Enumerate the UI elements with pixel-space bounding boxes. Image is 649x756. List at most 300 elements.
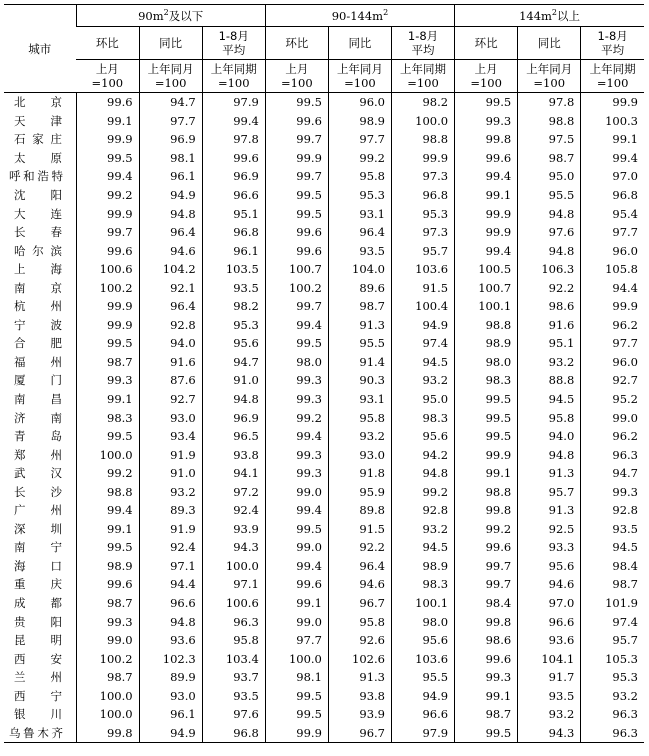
value-cell: 99.4: [202, 112, 265, 131]
value-cell: 99.5: [76, 334, 139, 353]
value-cell: 96.2: [581, 316, 644, 335]
city-cell: [4, 334, 76, 353]
value-cell: 92.5: [518, 520, 581, 539]
value-cell: 99.1: [76, 112, 139, 131]
value-cell: 98.7: [76, 594, 139, 613]
value-cell: 99.4: [265, 557, 328, 576]
table-body: [4, 93, 644, 743]
value-cell: 99.5: [76, 427, 139, 446]
city-cell: [4, 260, 76, 279]
value-cell: 93.6: [518, 631, 581, 650]
value-cell: 98.9: [391, 557, 454, 576]
value-cell: 99.4: [581, 149, 644, 168]
city-cell: [4, 186, 76, 205]
value-cell: 98.3: [391, 575, 454, 594]
city-name: 厦 门: [14, 373, 62, 388]
city-name: 南 宁: [14, 540, 62, 555]
base-header-line1: 上年同期: [210, 62, 257, 76]
city-cell: [4, 93, 76, 112]
metric-header: [455, 27, 518, 60]
value-cell: 96.7: [328, 594, 391, 613]
base-header-line1: 上年同期: [589, 62, 636, 76]
table-row: [4, 445, 644, 464]
value-cell: 94.8: [202, 390, 265, 409]
value-cell: 99.4: [455, 167, 518, 186]
table-row: [4, 149, 644, 168]
value-cell: 98.0: [391, 612, 454, 631]
value-cell: 95.8: [328, 408, 391, 427]
group-header-large: $144m^2$以上: [455, 5, 644, 27]
value-cell: 98.4: [581, 557, 644, 576]
value-cell: 98.8: [76, 482, 139, 501]
value-cell: 94.5: [518, 390, 581, 409]
value-cell: 96.3: [581, 724, 644, 743]
value-cell: 91.3: [518, 501, 581, 520]
value-cell: 94.3: [518, 724, 581, 743]
value-cell: 103.5: [202, 260, 265, 279]
table-row: [4, 557, 644, 576]
value-cell: 105.3: [581, 649, 644, 668]
value-cell: 98.2: [391, 93, 454, 112]
city-cell: [4, 724, 76, 743]
value-cell: 92.6: [328, 631, 391, 650]
value-cell: 96.6: [391, 705, 454, 724]
value-cell: 96.0: [581, 241, 644, 260]
table-row: [4, 520, 644, 539]
city-name: 长 沙: [14, 484, 62, 499]
value-cell: 93.7: [202, 668, 265, 687]
value-cell: 97.1: [139, 557, 202, 576]
value-cell: 94.8: [139, 612, 202, 631]
table-row: [4, 408, 644, 427]
value-cell: 95.6: [518, 557, 581, 576]
value-cell: 97.9: [391, 724, 454, 743]
city-name: 西 宁: [14, 688, 62, 703]
value-cell: 96.8: [391, 186, 454, 205]
value-cell: 99.5: [455, 427, 518, 446]
value-cell: 95.9: [328, 482, 391, 501]
value-cell: 99.9: [455, 223, 518, 242]
value-cell: 94.9: [391, 316, 454, 335]
value-cell: 97.3: [391, 167, 454, 186]
base-header-line1: 上年同月: [336, 62, 383, 76]
city-name: 武 汉: [14, 466, 62, 481]
table-row: [4, 130, 644, 149]
metric-header-line1: 1-8月: [407, 29, 439, 43]
city-cell: [4, 501, 76, 520]
value-cell: 100.2: [76, 649, 139, 668]
table-row: [4, 167, 644, 186]
city-name: 石 家 庄: [14, 132, 62, 147]
metric-header-line1: 环比: [95, 36, 119, 50]
value-cell: 94.0: [518, 427, 581, 446]
value-cell: 98.7: [76, 668, 139, 687]
table-row: [4, 501, 644, 520]
value-cell: 94.0: [139, 334, 202, 353]
value-cell: 94.7: [139, 93, 202, 112]
value-cell: 95.8: [328, 612, 391, 631]
value-cell: 95.8: [518, 408, 581, 427]
value-cell: 99.2: [455, 520, 518, 539]
value-cell: 92.2: [518, 278, 581, 297]
city-name: 西 安: [14, 651, 62, 666]
value-cell: 87.6: [139, 371, 202, 390]
value-cell: 91.6: [139, 353, 202, 372]
table-row: [4, 334, 644, 353]
table-header: [4, 5, 644, 93]
value-cell: 96.7: [328, 724, 391, 743]
value-cell: 93.1: [328, 390, 391, 409]
value-cell: 96.1: [202, 241, 265, 260]
value-cell: 100.4: [391, 297, 454, 316]
base-header-line2: =100: [533, 76, 566, 90]
base-header-line2: =100: [344, 76, 376, 90]
value-cell: 98.9: [76, 557, 139, 576]
city-name: 深 圳: [14, 521, 62, 536]
value-cell: 104.0: [328, 260, 391, 279]
value-cell: 91.3: [518, 464, 581, 483]
city-cell: [4, 482, 76, 501]
value-cell: 99.3: [76, 612, 139, 631]
value-cell: 95.4: [581, 204, 644, 223]
city-cell: [4, 353, 76, 372]
base-header: [202, 60, 265, 93]
value-cell: 99.8: [76, 724, 139, 743]
value-cell: 99.3: [265, 445, 328, 464]
value-cell: 99.9: [76, 130, 139, 149]
city-cell: [4, 297, 76, 316]
value-cell: 98.0: [265, 353, 328, 372]
value-cell: 96.6: [139, 594, 202, 613]
value-cell: 99.5: [455, 408, 518, 427]
table-row: [4, 112, 644, 131]
value-cell: 98.7: [455, 705, 518, 724]
metric-header-line1: 1-8月: [597, 29, 628, 43]
value-cell: 102.6: [328, 649, 391, 668]
value-cell: 95.5: [328, 334, 391, 353]
value-cell: 94.6: [518, 575, 581, 594]
value-cell: 99.6: [202, 149, 265, 168]
value-cell: 94.8: [518, 204, 581, 223]
value-cell: 89.8: [328, 501, 391, 520]
value-cell: 93.2: [391, 520, 454, 539]
value-cell: 99.9: [265, 724, 328, 743]
value-cell: 99.9: [455, 204, 518, 223]
city-column-header: 城市: [4, 5, 76, 93]
value-cell: 96.2: [581, 427, 644, 446]
value-cell: 94.8: [518, 241, 581, 260]
value-cell: 99.9: [455, 445, 518, 464]
value-cell: 97.7: [328, 130, 391, 149]
city-cell: [4, 112, 76, 131]
base-header-line2: =100: [281, 76, 313, 90]
value-cell: 99.9: [76, 316, 139, 335]
city-cell: [4, 316, 76, 335]
city-cell: [4, 167, 76, 186]
value-cell: 98.7: [328, 297, 391, 316]
value-cell: 91.4: [328, 353, 391, 372]
value-cell: 97.0: [581, 167, 644, 186]
value-cell: 98.9: [328, 112, 391, 131]
value-cell: 103.6: [391, 649, 454, 668]
value-cell: 94.5: [391, 538, 454, 557]
city-name: 郑 州: [14, 447, 62, 462]
metric-header: [265, 27, 328, 60]
city-name: 合 肥: [14, 336, 62, 351]
table-row: [4, 353, 644, 372]
value-cell: 92.8: [139, 316, 202, 335]
value-cell: 96.8: [202, 724, 265, 743]
city-name: 贵 阳: [14, 614, 62, 629]
table-row: [4, 297, 644, 316]
table-row: [4, 371, 644, 390]
city-name: 海 口: [14, 558, 62, 573]
city-name: 天 津: [14, 113, 62, 128]
value-cell: 97.1: [202, 575, 265, 594]
value-cell: 99.3: [455, 112, 518, 131]
value-cell: 94.3: [202, 538, 265, 557]
city-cell: [4, 668, 76, 687]
metric-header-line1: 同比: [159, 36, 183, 50]
value-cell: 99.8: [455, 130, 518, 149]
value-cell: 96.9: [139, 130, 202, 149]
table-row: [4, 631, 644, 650]
value-cell: 93.8: [328, 687, 391, 706]
city-name: 昆 明: [14, 633, 62, 648]
value-cell: 96.9: [202, 408, 265, 427]
table-row: [4, 204, 644, 223]
value-cell: 98.0: [455, 353, 518, 372]
value-cell: 91.0: [202, 371, 265, 390]
value-cell: 99.5: [455, 390, 518, 409]
base-header-line1: 上年同月: [526, 62, 573, 76]
city-cell: [4, 204, 76, 223]
value-cell: 99.6: [455, 649, 518, 668]
table-row: [4, 649, 644, 668]
value-cell: 98.1: [139, 149, 202, 168]
value-cell: 97.8: [202, 130, 265, 149]
value-cell: 99.4: [265, 316, 328, 335]
value-cell: 94.8: [139, 204, 202, 223]
value-cell: 103.6: [391, 260, 454, 279]
city-cell: [4, 612, 76, 631]
metric-header: [391, 27, 454, 60]
base-header-line1: 上年同期: [400, 62, 447, 76]
value-cell: 95.3: [581, 668, 644, 687]
value-cell: 98.8: [455, 482, 518, 501]
value-cell: 95.6: [202, 334, 265, 353]
value-cell: 89.9: [139, 668, 202, 687]
value-cell: 95.6: [391, 427, 454, 446]
base-header: [581, 60, 644, 93]
value-cell: 100.7: [265, 260, 328, 279]
city-cell: [4, 687, 76, 706]
value-cell: 93.1: [328, 204, 391, 223]
table-row: [4, 538, 644, 557]
value-cell: 95.3: [328, 186, 391, 205]
value-cell: 99.6: [455, 538, 518, 557]
value-cell: 99.1: [76, 520, 139, 539]
value-cell: 96.8: [581, 186, 644, 205]
metric-header-line1: 1-8月: [218, 29, 249, 43]
value-cell: 99.8: [455, 612, 518, 631]
value-cell: 105.8: [581, 260, 644, 279]
table-row: [4, 594, 644, 613]
value-cell: 99.5: [455, 93, 518, 112]
table-row: [4, 186, 644, 205]
value-cell: 95.5: [518, 186, 581, 205]
value-cell: 97.0: [518, 594, 581, 613]
value-cell: 98.3: [455, 371, 518, 390]
base-header-line1: 上月: [285, 62, 309, 76]
value-cell: 93.2: [328, 427, 391, 446]
value-cell: 97.6: [518, 223, 581, 242]
metric-header: [139, 27, 202, 60]
value-cell: 99.4: [265, 427, 328, 446]
value-cell: 99.2: [76, 186, 139, 205]
value-cell: 104.1: [518, 649, 581, 668]
value-cell: 90.3: [328, 371, 391, 390]
value-cell: 93.4: [139, 427, 202, 446]
city-name: 上 海: [14, 262, 62, 277]
table-row: [4, 687, 644, 706]
metric-header-line1: 同比: [537, 36, 561, 50]
value-cell: 99.8: [455, 501, 518, 520]
value-cell: 99.5: [76, 538, 139, 557]
value-cell: 96.3: [202, 612, 265, 631]
value-cell: 95.3: [202, 316, 265, 335]
base-header-line2: =100: [470, 76, 502, 90]
base-header: [455, 60, 518, 93]
table-row: [4, 93, 644, 112]
value-cell: 99.0: [76, 631, 139, 650]
city-name: 呼 和 浩 特: [9, 169, 63, 184]
value-cell: 95.1: [202, 204, 265, 223]
value-cell: 92.8: [581, 501, 644, 520]
value-cell: 100.2: [76, 278, 139, 297]
value-cell: 97.6: [202, 705, 265, 724]
value-cell: 99.1: [455, 687, 518, 706]
table-row: [4, 464, 644, 483]
value-cell: 94.7: [581, 464, 644, 483]
value-cell: 95.8: [328, 167, 391, 186]
table-row: [4, 575, 644, 594]
metric-header-line1: 环比: [285, 36, 309, 50]
city-cell: [4, 130, 76, 149]
value-cell: 97.7: [139, 112, 202, 131]
value-cell: 99.6: [76, 575, 139, 594]
value-cell: 98.8: [391, 130, 454, 149]
base-header-line1: 上年同月: [147, 62, 194, 76]
base-header-line2: =100: [407, 76, 439, 90]
metric-header: [581, 27, 644, 60]
value-cell: 106.3: [518, 260, 581, 279]
value-cell: 98.7: [76, 353, 139, 372]
group-header-small: $90m^2$及以下: [76, 5, 265, 27]
value-cell: 100.1: [455, 297, 518, 316]
value-cell: 100.2: [265, 278, 328, 297]
value-cell: 91.8: [328, 464, 391, 483]
value-cell: 93.2: [581, 687, 644, 706]
value-cell: 94.9: [139, 186, 202, 205]
city-cell: [4, 390, 76, 409]
value-cell: 94.6: [139, 241, 202, 260]
city-name: 青 岛: [14, 429, 62, 444]
city-cell: [4, 241, 76, 260]
value-cell: 99.3: [265, 464, 328, 483]
value-cell: 97.4: [581, 612, 644, 631]
value-cell: 99.6: [265, 575, 328, 594]
value-cell: 96.8: [202, 223, 265, 242]
value-cell: 100.0: [76, 687, 139, 706]
value-cell: 94.1: [202, 464, 265, 483]
value-cell: 96.4: [328, 223, 391, 242]
table-row: [4, 278, 644, 297]
base-header: [391, 60, 454, 93]
city-cell: [4, 371, 76, 390]
value-cell: 100.0: [202, 557, 265, 576]
value-cell: 99.7: [455, 557, 518, 576]
price-index-table: [4, 4, 644, 743]
city-name: 南 昌: [14, 392, 62, 407]
city-name: 重 庆: [14, 577, 62, 592]
value-cell: 99.2: [328, 149, 391, 168]
value-cell: 93.5: [518, 687, 581, 706]
value-cell: 93.9: [202, 520, 265, 539]
value-cell: 96.6: [518, 612, 581, 631]
value-cell: 96.4: [139, 297, 202, 316]
value-cell: 99.6: [265, 223, 328, 242]
value-cell: 99.4: [455, 241, 518, 260]
value-cell: 100.6: [76, 260, 139, 279]
base-header-line1: 上月: [95, 62, 119, 76]
city-name: 哈 尔 滨: [14, 243, 62, 258]
value-cell: 92.7: [139, 390, 202, 409]
value-cell: 99.5: [265, 334, 328, 353]
value-cell: 97.7: [265, 631, 328, 650]
value-cell: 93.5: [202, 687, 265, 706]
value-cell: 98.8: [518, 112, 581, 131]
value-cell: 99.1: [581, 130, 644, 149]
value-cell: 95.2: [581, 390, 644, 409]
value-cell: 94.5: [581, 538, 644, 557]
value-cell: 98.7: [581, 575, 644, 594]
table-row: [4, 316, 644, 335]
value-cell: 94.9: [391, 687, 454, 706]
value-cell: 89.6: [328, 278, 391, 297]
city-cell: [4, 408, 76, 427]
value-cell: 99.2: [76, 464, 139, 483]
value-cell: 99.3: [265, 390, 328, 409]
value-cell: 88.8: [518, 371, 581, 390]
value-cell: 99.6: [265, 241, 328, 260]
value-cell: 97.7: [581, 223, 644, 242]
value-cell: 98.6: [455, 631, 518, 650]
group-header-medium: $90-144m^2$: [265, 5, 454, 27]
value-cell: 96.6: [202, 186, 265, 205]
value-cell: 95.6: [391, 631, 454, 650]
value-cell: 96.1: [139, 167, 202, 186]
value-cell: 104.2: [139, 260, 202, 279]
table-row: [4, 260, 644, 279]
value-cell: 93.0: [139, 408, 202, 427]
metric-header: [328, 27, 391, 60]
value-cell: 94.5: [391, 353, 454, 372]
value-cell: 94.2: [391, 445, 454, 464]
value-cell: 96.9: [202, 167, 265, 186]
base-header-line1: 上月: [474, 62, 498, 76]
value-cell: 96.3: [581, 705, 644, 724]
